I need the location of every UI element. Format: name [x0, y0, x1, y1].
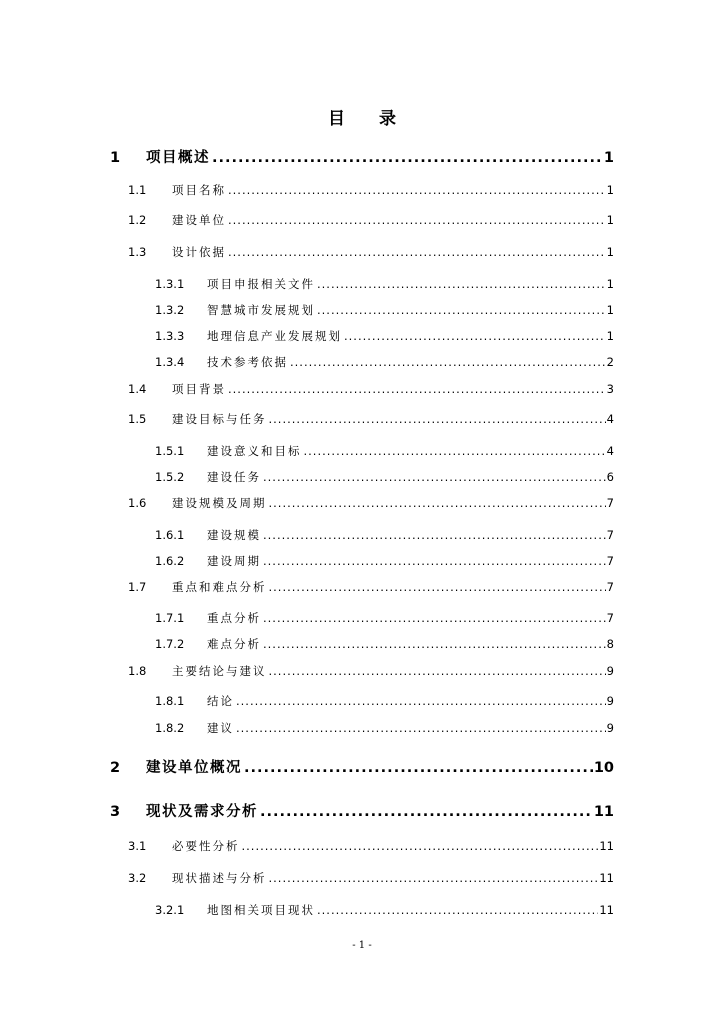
toc-label: 地图相关项目现状	[207, 903, 315, 917]
toc-leader	[269, 496, 606, 510]
toc-page: 7	[606, 611, 614, 625]
toc-number: 1.5.1	[155, 444, 185, 458]
toc-number: 1.8	[128, 664, 147, 678]
toc-entry-1-3-1[interactable]	[155, 276, 614, 292]
toc-leader	[263, 611, 606, 625]
toc-leader	[228, 213, 606, 227]
toc-leader	[242, 839, 599, 853]
toc-page: 4	[606, 412, 614, 426]
toc-page: 1	[606, 183, 614, 197]
toc-leader	[344, 329, 606, 343]
toc-page: 8	[606, 637, 614, 651]
toc-page: 11	[599, 871, 614, 885]
toc-leader	[244, 760, 593, 776]
toc-label: 重点和难点分析	[172, 580, 267, 594]
toc-entry-1[interactable]	[110, 146, 614, 166]
toc-label: 难点分析	[207, 637, 261, 651]
toc-leader	[263, 637, 606, 651]
toc-page: 1	[606, 303, 614, 317]
toc-label: 必要性分析	[172, 839, 240, 853]
toc-entry-1-5[interactable]	[128, 411, 614, 427]
toc-entry-1-7-1[interactable]	[155, 610, 614, 626]
toc-label: 建设单位概况	[146, 760, 242, 776]
toc-page: 1	[606, 213, 614, 227]
toc-label: 现状描述与分析	[172, 871, 267, 885]
toc-label: 主要结论与建议	[172, 664, 267, 678]
toc-number: 3.2.1	[155, 903, 185, 917]
toc-number: 1.5.2	[155, 470, 185, 484]
toc-label: 智慧城市发展规划	[207, 303, 315, 317]
toc-leader	[269, 871, 599, 885]
toc-leader	[304, 444, 606, 458]
toc-label: 建设规模及周期	[172, 496, 267, 510]
toc-entry-1-3[interactable]	[128, 244, 614, 260]
toc-leader	[236, 721, 606, 735]
toc-leader	[317, 903, 598, 917]
toc-leader	[269, 664, 606, 678]
toc-leader	[269, 412, 606, 426]
toc-entry-3-1[interactable]	[128, 838, 614, 854]
toc-leader	[263, 528, 606, 542]
toc-number: 1.8.2	[155, 721, 185, 735]
toc-entry-1-3-4[interactable]	[155, 354, 614, 370]
toc-label: 建设规模	[207, 528, 261, 542]
toc-label: 建设单位	[172, 213, 226, 227]
toc-page: 4	[606, 444, 614, 458]
toc-label: 项目概述	[146, 150, 210, 166]
toc-number: 1.5	[128, 412, 147, 426]
toc-entry-1-8[interactable]	[128, 663, 614, 679]
toc-page: 9	[606, 694, 614, 708]
toc-entry-1-6-2[interactable]	[155, 553, 614, 569]
toc-number: 1.1	[128, 183, 147, 197]
toc-number: 1.6	[128, 496, 147, 510]
toc-leader	[317, 277, 606, 291]
toc-page: 9	[606, 664, 614, 678]
toc-label: 建议	[207, 721, 234, 735]
toc-label: 项目背景	[172, 382, 226, 396]
toc-number: 1.6.1	[155, 528, 185, 542]
toc-number: 1.4	[128, 382, 147, 396]
toc-number: 1.3.1	[155, 277, 185, 291]
toc-leader	[228, 245, 606, 259]
toc-entry-1-4[interactable]	[128, 381, 614, 397]
toc-number: 1.3.2	[155, 303, 185, 317]
toc-number: 1.8.1	[155, 694, 185, 708]
toc-label: 项目申报相关文件	[207, 277, 315, 291]
toc-page: 3	[606, 382, 614, 396]
toc-entry-1-7[interactable]	[128, 579, 614, 595]
toc-page: 11	[599, 839, 614, 853]
toc-page: 6	[606, 470, 614, 484]
toc-label: 技术参考依据	[207, 355, 288, 369]
page-number-footer: - 1 -	[352, 940, 372, 951]
toc-leader	[236, 694, 606, 708]
toc-entry-1-3-3[interactable]	[155, 328, 614, 344]
toc-label: 建设周期	[207, 554, 261, 568]
toc-page: 1	[606, 329, 614, 343]
toc-label: 重点分析	[207, 611, 261, 625]
toc-label: 建设意义和目标	[207, 444, 302, 458]
toc-number: 1.6.2	[155, 554, 185, 568]
toc-entry-1-7-2[interactable]	[155, 636, 614, 652]
toc-entry-3-2[interactable]	[128, 870, 614, 886]
toc-leader	[263, 470, 606, 484]
toc-page: 11	[593, 804, 614, 820]
toc-entry-1-2[interactable]	[128, 212, 614, 228]
toc-number: 1.7	[128, 580, 147, 594]
toc-page: 7	[606, 528, 614, 542]
toc-entry-1-5-1[interactable]	[155, 443, 614, 459]
toc-entry-1-1[interactable]	[128, 182, 614, 198]
toc-number: 3	[110, 804, 121, 820]
toc-label: 建设任务	[207, 470, 261, 484]
toc-leader	[260, 804, 593, 820]
toc-page: 11	[599, 903, 614, 917]
toc-leader	[228, 183, 606, 197]
toc-number: 2	[110, 760, 121, 776]
toc-page: 9	[606, 721, 614, 735]
toc-leader	[228, 382, 606, 396]
toc-page: 2	[606, 355, 614, 369]
toc-entry-1-6-1[interactable]	[155, 527, 614, 543]
toc-entry-1-3-2[interactable]	[155, 302, 614, 318]
toc-leader	[212, 150, 603, 166]
toc-page: 1	[606, 277, 614, 291]
toc-label: 现状及需求分析	[146, 804, 258, 820]
toc-number: 1.3.4	[155, 355, 185, 369]
toc-entry-1-5-2[interactable]	[155, 469, 614, 485]
toc-page: 1	[603, 150, 614, 166]
toc-number: 1.3	[128, 245, 147, 259]
toc-label: 设计依据	[172, 245, 226, 259]
toc-number: 3.2	[128, 871, 147, 885]
toc-entry-1-6[interactable]	[128, 495, 614, 511]
toc-label: 结论	[207, 694, 234, 708]
toc-number: 1.7.2	[155, 637, 185, 651]
toc-entry-3-2-1[interactable]	[155, 902, 614, 918]
page-title: 目 录	[328, 109, 410, 129]
toc-leader	[263, 554, 606, 568]
toc-label: 建设目标与任务	[172, 412, 267, 426]
toc-entry-1-8-2[interactable]	[155, 720, 614, 736]
toc-entry-2[interactable]	[110, 756, 614, 776]
toc-label: 项目名称	[172, 183, 226, 197]
toc-number: 1.7.1	[155, 611, 185, 625]
toc-entry-3[interactable]	[110, 800, 614, 820]
toc-page: 7	[606, 496, 614, 510]
toc-number: 1.3.3	[155, 329, 185, 343]
toc-page: 1	[606, 245, 614, 259]
toc-leader	[290, 355, 606, 369]
toc-page: 7	[606, 580, 614, 594]
toc-page: 10	[593, 760, 614, 776]
toc-label: 地理信息产业发展规划	[207, 329, 342, 343]
toc-leader	[269, 580, 606, 594]
toc-number: 1.2	[128, 213, 147, 227]
toc-entry-1-8-1[interactable]	[155, 693, 614, 709]
toc-page: 7	[606, 554, 614, 568]
toc-leader	[317, 303, 606, 317]
toc-number: 1	[110, 150, 121, 166]
toc-number: 3.1	[128, 839, 147, 853]
